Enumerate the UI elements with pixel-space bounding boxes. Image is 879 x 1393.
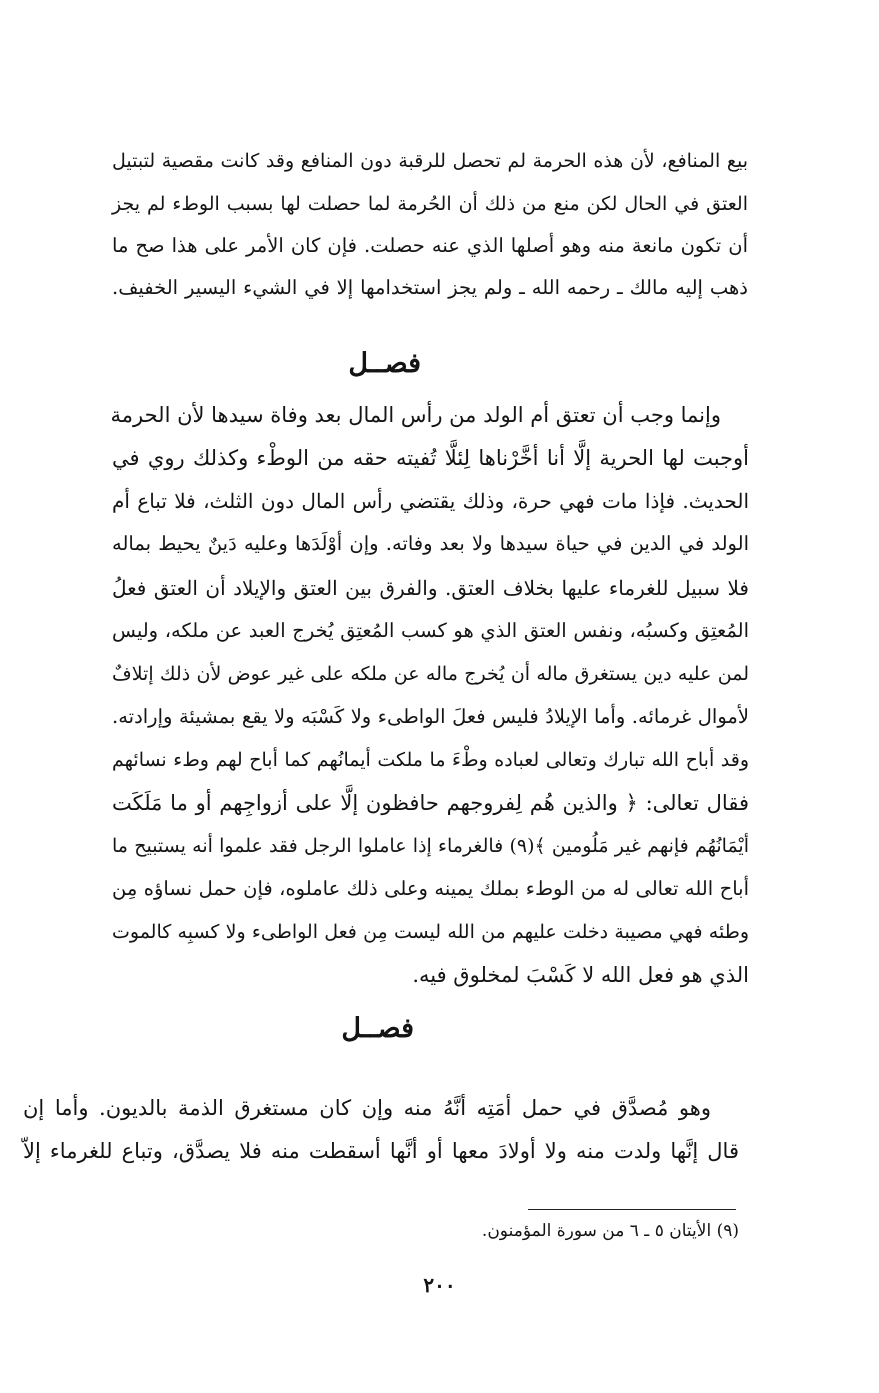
text-line: وإنما وجب أن تعتق أم الولد من رأس المال بعد وفاة سيدها لأن الحرمة [110,403,721,427]
text-line: المُعتِق وكسبُه، ونفس العتق الذي هو كسب المُعتِق يُخرج العبد عن ملكه، وليس [112,619,749,642]
text-line: وقد أباح الله تبارك وتعالى لعباده وطْءَ ما ملكت أيمانُهم كما أباح لهم وطء نسائهم [112,749,749,771]
text-line: العتق في الحال لكن منع من ذلك أن الحُرمة لما حصلت لها بسبب الوطء لم يجز [112,193,748,215]
text-line: أوجبت لها الحرية إلَّا أنا أخَّرْناها لِئلَّا تُفيته حقه من الوطْء وكذلك روي في [112,446,749,470]
text-line: وهو مُصدَّق في حمل أمَتِه أنَّهُ منه وإن كان مستغرق الذمة بالديون. وأما إن [23,1096,711,1120]
section-heading: فصــل [348,348,421,379]
text-line: أن تكون مانعة منه وهو أصلها الذي عنه حصلت. فإن كان الأمر على هذا صح ما [112,234,748,257]
section-heading: فصــل [341,1013,414,1044]
text-line: فقال تعالى: ﴿ والذين هُم لِفروجهم حافظون إلَّا على أزواجِهم أو ما مَلَكَت [112,791,749,815]
text-line: أباح الله تعالى له من الوطء بملك يمينه وعلى ذلك عاملوه، فإن حمل نساؤه مِن [112,877,749,900]
text-line: الحديث. فإذا مات فهي حرة، وذلك يقتضي رأس المال دون الثلث، فلا تباع أم [112,489,749,513]
text-line: أيْمَانُهُم فإنهم غير مَلُومين ﴾(٩) فالغرماء إذا عاملوا الرجل فقد علموا أنه يستبيح ما [112,835,750,857]
text-line: لمن عليه دين يستغرق ماله أن يُخرج ماله عن ملكه على غير عوض لأن ذلك إتلافٌ [112,663,749,685]
text-line: وطئه فهي مصيبة دخلت عليهم من الله ليست مِن فعل الواطىء ولا كسبِه كالموت [112,921,749,943]
text-line: لأموال غرمائه. وأما الإيلادُ فليس فعلَ الواطىء ولا كَسْبَه ولا يقع بمشيئة وإرادته. [112,705,749,728]
text-line: الذي هو فعل الله لا كَسْبَ لمخلوق فيه. [412,963,749,987]
text-line: الولد في الدين في حياة سيدها ولا بعد وفاته. وإن أوْلَدَها وعليه دَينٌ يحيط بماله [112,532,749,555]
page-number: ٢٠٠ [423,1273,456,1297]
text-line: ذهب إليه مالك ـ رحمه الله ـ ولم يجز استخدامها إلا في الشيء اليسير الخفيف. [112,276,748,299]
text-line: فلا سبيل للغرماء عليها بخلاف العتق. والفرق بين العتق والإيلاد أن العتق فعلُ [112,576,749,600]
text-line: بيع المنافع، لأن هذه الحرمة لم تحصل للرقبة دون المنافع وقد كانت مقصية لتبتيل [112,150,748,172]
footnote-separator [528,1209,736,1210]
text-line: قال إنَّها ولدت منه ولا أولادَ معها أو أنَّها أسقطت منه فلا يصدَّق، وتباع للغرماء إلاّ [23,1139,739,1163]
footnote: (٩) الأيتان ٥ ـ ٦ من سورة المؤمنون. [481,1221,739,1241]
